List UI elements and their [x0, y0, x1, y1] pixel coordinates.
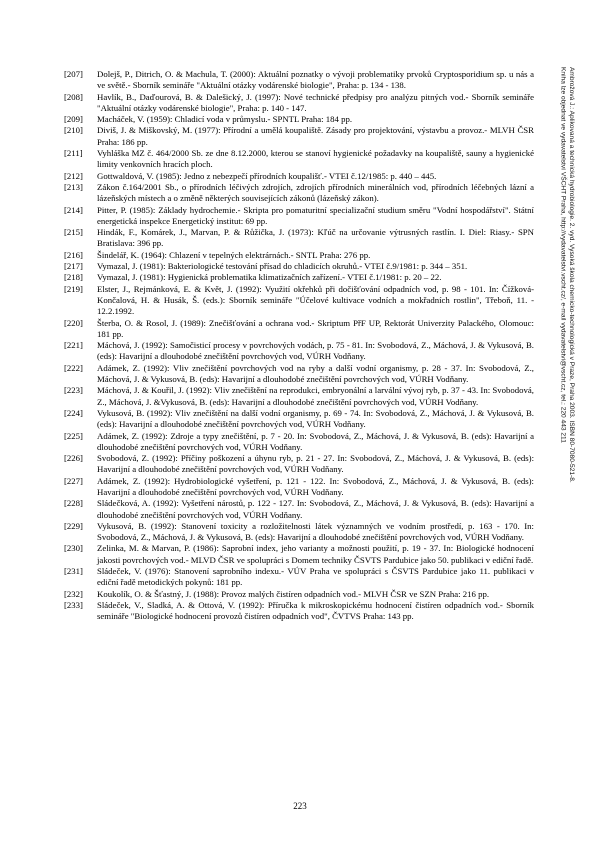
- reference-number: [207]: [64, 69, 83, 79]
- reference-number: [218]: [64, 272, 83, 283]
- reference-text: Dolejš, P., Ditrich, O. & Machula, T. (2000): Aktuální poznatky o vývoji problematiky prvoků Cryptosporidium sp. u nás a ve světě.- Sborník semináře "Aktuální otázky vodárenské biologie", Praha: p. 134 - 138.: [97, 69, 534, 91]
- reference-text: Adámek, Z. (1992): Zdroje a typy znečištění, p. 7 - 20. In: Svobodová, Z., Máchová, J. & Vykusová, B. (eds): Havarijní a dlouhodobé znečištění povrchových vod, VÚRH Vodňany.: [97, 430, 534, 452]
- reference-text: Elster, J., Rejmánková, E. & Květ, J. (1992): Využití okřehků při dočišťování odpadních vod, p. 98 - 101. In: Čížková-Končalová, H. & Husák, Š. (eds.): Sborník semináře "Účelové kultivace vodních a mokřadních rostlin", Třeboň, 11. - 12.2.1992.: [97, 283, 534, 317]
- reference-number: [228]: [64, 498, 83, 509]
- reference-number: [213]: [64, 181, 83, 192]
- reference-item: [64, 600, 534, 623]
- reference-text: Koukolík, O. & Šťastný, J. (1988): Provoz malých čistíren odpadních vod.- MLVH ČSR ve SZN Praha: 216 pp.: [97, 588, 490, 599]
- reference-number: [226]: [64, 453, 83, 464]
- reference-item: [64, 92, 534, 115]
- reference-number: [210]: [64, 125, 83, 136]
- reference-item: [64, 205, 534, 228]
- reference-item: [64, 250, 534, 261]
- reference-item: [64, 69, 534, 92]
- reference-text: Sládeček, V. (1976): Stanovení saprobního indexu.- VÚV Praha ve spolupráci s ČSVTS Pardubice jako 11. publikaci v ediční řadě metodických pokynů: 181 pp.: [97, 566, 534, 588]
- reference-list: [64, 69, 534, 623]
- reference-number: [212]: [64, 170, 83, 181]
- reference-text: Pitter, P. (1985): Základy hydrochemie.- Skripta pro pomaturitní specializační studium směru "Vodní hospodářství". Státní energetická inspekce Energetický institut: 69 pp.: [97, 204, 534, 226]
- reference-number: [208]: [64, 91, 83, 102]
- reference-item: [64, 476, 534, 499]
- reference-number: [209]: [64, 114, 83, 125]
- reference-text: Šterba, O. & Rosol, J. (1989): Znečišťování a ochrana vod.- Skriptum PřF UP, Rektorát Univerzity Palackého, Olomouc: 181 pp.: [97, 317, 534, 339]
- reference-number: [211]: [64, 148, 83, 159]
- reference-text: Zákon č.164/2001 Sb., o přírodních léčivých zdrojích, zdrojích přírodních minerálních vod, přírodních léčebných lázní a lázeňských místech a o změně některých souvisejících zákonů (lázeňský zákon).: [97, 181, 534, 204]
- reference-item: [64, 114, 534, 125]
- reference-item: [64, 148, 534, 171]
- reference-text: Macháček, V. (1959): Chladicí voda v průmyslu.- SPNTL Praha: 184 pp.: [97, 114, 353, 125]
- reference-item: [64, 521, 534, 544]
- reference-item: [64, 182, 534, 205]
- reference-text: Šindelář, K. (1964): Chlazení v tepelných elektrárnách.- SNTL Praha: 276 pp.: [97, 249, 371, 260]
- reference-item: [64, 261, 534, 272]
- reference-text: Vymazal, J. (1981): Hygienická problematika klimatizačních zařízení.- VTEI č.1/1981: p. 20 – 22.: [97, 272, 442, 283]
- reference-number: [222]: [64, 362, 83, 373]
- reference-item: [64, 227, 534, 250]
- side-note-line-1: Ambrožová J.: Aplikovaná a technická hydrobiologie. 2. vyd. Vysoká škola chemicko-technologická v Praze, Praha 2003. ISBN 80-7080-521-8.: [568, 67, 576, 483]
- reference-text: Adámek, Z. (1992): Hydrobiologické vyšetření, p. 121 - 122. In: Svobodová, Z., Máchová, J. & Vykusová, B. (eds): Havarijní a dlouhodobé znečištění povrchových vod, VÚRH Vodňany.: [97, 475, 534, 497]
- reference-text: Adámek, Z. (1992): Vliv znečištění povrchových vod na ryby a další vodní organismy, p. 28 - 37. In: Svobodová, Z., Máchová, J. & Vykusová, B. (eds): Havarijní a dlouhodobé znečištění povrchových vod, VÚRH Vodňany.: [97, 362, 534, 385]
- reference-text: Havlík, B., Daďourová, B. & Dalešický, J. (1997): Nové technické předpisy pro analýzu pitných vod.- Sborník semináře "Aktuální otázky vodárenské biologie", Praha: p. 140 - 147.: [97, 91, 534, 113]
- reference-item: [64, 408, 534, 431]
- reference-text: Sládečková, A. (1992): Vyšetření nárostů, p. 122 - 127. In: Svobodová, Z., Máchová, J. & Vykusová, B. (eds): Havarijní a dlouhodobé znečištění povrchových vod, VÚRH Vodňany.: [97, 498, 534, 520]
- reference-text: Máchová, J. & Kouřil, J. (1992): Vliv znečištění na reprodukci, embryonální a larvální vývoj ryb, p. 37 - 43. In: Svobodová, Z., Máchová, J. &Vykusová, B. (eds): Havarijní a dlouhodobé znečištění povrchových vod, VÚRH Vodňany.: [97, 385, 534, 407]
- reference-number: [231]: [64, 566, 83, 577]
- page-number: 223: [293, 801, 307, 811]
- reference-text: Diviš, J. & Miškovský, M. (1977): Přírodní a umělá koupaliště. Zásady pro projektování, výstavbu a provoz.- MLVH ČSR Praha: 186 pp.: [97, 125, 534, 147]
- reference-text: Vykusová, B. (1992): Vliv znečištění na další vodní organismy, p. 69 - 74. In: Svobodová, Z., Máchová, J. & Vykusová, B. (eds): Havarijní a dlouhodobé znečištění povrchových vod, VÚRH Vodňany.: [97, 407, 534, 430]
- reference-number: [215]: [64, 227, 83, 238]
- reference-text: Vykusová, B. (1992): Stanovení toxicity a rozložitelnosti látek významných ve vodním prostředí, p. 163 - 170. In: Svobodová, Z., Máchová, J. & Vykusová, B. (eds): Havarijní a dlouhodobé znečištění povrchových vod, VÚRH Vodňany.: [97, 520, 534, 543]
- reference-text: Vyhláška MZ č. 464/2000 Sb. ze dne 8.12.2000, kterou se stanoví hygienické požadavky na koupaliště, sauny a hygienické limity venkovních hracích ploch.: [97, 148, 534, 170]
- reference-item: [64, 171, 534, 182]
- reference-number: [217]: [64, 261, 83, 272]
- reference-number: [229]: [64, 520, 83, 531]
- reference-text: Máchová, J. (1992): Samočisticí procesy v povrchových vodách, p. 75 - 81. In: Svobodová, Z., Máchová, J. & Vykusová, B. (eds): Havarijní a dlouhodobé znečištění povrchových vod, VÚRH Vodňany.: [97, 340, 534, 362]
- reference-item: [64, 431, 534, 454]
- reference-text: Vymazal, J. (1981): Bakteriologické testování přísad do chladicích okruhů.- VTEI č.9/1981: p. 344 – 351.: [97, 261, 468, 272]
- reference-item: [64, 453, 534, 476]
- reference-number: [225]: [64, 430, 83, 441]
- reference-number: [221]: [64, 340, 83, 351]
- reference-number: [233]: [64, 599, 83, 610]
- reference-number: [220]: [64, 317, 83, 328]
- reference-item: [64, 589, 534, 600]
- reference-item: [64, 385, 534, 408]
- side-note-line-2: Kniha lze objednat ve vydavatelství VŠCHT Praha, http://vydavatelstvi.vscht.cz/, e-mail vydavatelstvi@vscht.cz, tel.: 220 443 211: [559, 67, 567, 443]
- reference-item: [64, 318, 534, 341]
- reference-number: [224]: [64, 407, 83, 418]
- reference-number: [230]: [64, 543, 83, 554]
- reference-item: [64, 284, 534, 318]
- reference-item: [64, 543, 534, 566]
- reference-number: [227]: [64, 475, 83, 486]
- reference-item: [64, 566, 534, 589]
- reference-item: [64, 340, 534, 363]
- reference-item: [64, 498, 534, 521]
- reference-number: [219]: [64, 283, 83, 294]
- reference-text: Hindák, F., Komárek, J., Marvan, P. & Růžička, J. (1973): Kľúč na určovanie výtrusných rastlín. I. Diel: Riasy.- SPN Bratislava: 396 pp.: [97, 227, 534, 249]
- reference-text: Svobodová, Z. (1992): Příčiny poškození a úhynu ryb, p. 21 - 27. In: Svobodová, Z., Máchová, J. & Vykusová, B. (eds): Havarijní a dlouhodobé znečištění povrchových vod, VÚRH Vodňany.: [97, 453, 534, 475]
- reference-item: [64, 363, 534, 386]
- reference-item: [64, 272, 534, 283]
- reference-text: Sládeček, V., Sladká, A. & Ottová, V. (1992): Příručka k mikroskopickému hodnocení čistíren odpadních vod.- Sborník semináře "Biologické hodnocení provozů čistíren odpadních vod", ČVTVS Praha: 143 pp.: [97, 599, 534, 622]
- side-note: [558, 67, 575, 483]
- reference-text: Gottwaldová, V. (1985): Jedno z nebezpečí přírodních koupališť.- VTEI č.12/1985: p. 440 – 445.: [97, 170, 437, 181]
- reference-number: [223]: [64, 385, 83, 396]
- reference-number: [214]: [64, 204, 83, 215]
- reference-text: Zelinka, M. & Marvan, P. (1986): Saprobní index, jeho varianty a možnosti použití, p. 19 - 37. In: Biologické hodnocení jakosti povrchových vod.- MLVD ČSR ve spolupráci s Domem techniky ČSVTS Pardubice jako 50. publikaci v ediční řadě.: [97, 543, 534, 565]
- reference-number: [216]: [64, 249, 83, 260]
- reference-item: [64, 125, 534, 148]
- reference-number: [232]: [64, 588, 83, 599]
